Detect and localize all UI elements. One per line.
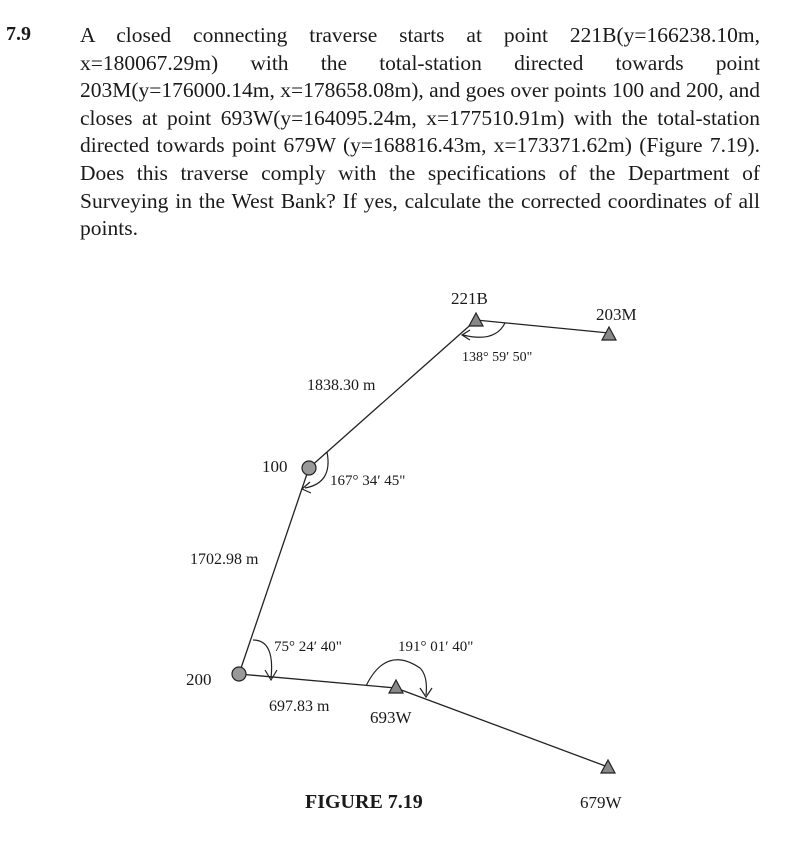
station-200-marker — [232, 667, 246, 681]
station-221B-marker — [469, 313, 483, 326]
angle-label-221B: 138° 59′ 50" — [462, 350, 533, 365]
figure-caption: FIGURE 7.19 — [305, 791, 423, 813]
distance-label-200-693W: 697.83 m — [269, 698, 330, 715]
label-679W: 679W — [580, 793, 622, 812]
angle-label-693W: 191° 01′ 40" — [398, 639, 474, 655]
line-203M-221B — [476, 320, 609, 333]
label-100: 100 — [262, 457, 288, 476]
station-693W-marker — [389, 680, 403, 693]
angle-label-100: 167° 34′ 45" — [330, 473, 406, 489]
line-200-693W — [239, 674, 396, 688]
line-693W-679W — [396, 688, 608, 767]
problem-number: 7.9 — [6, 23, 31, 45]
problem-text: A closed connecting traverse starts at point 221B(y=166238.10m, x=180067.29m) with the total-station directed towards point 203M(y=176000.14m, x=178658.08m), and goes over points 100 and 200, and closes at point 693W(y=164095.24m, x=177510.91m) with the total-station directed towards point 679W (y=168816.43m, x=173371.62m) (Figure 7.19). Does this traverse comply with the specifications of the Department of Surveying in the West Bank? If yes, calculate the corrected coordinates of all points. — [80, 23, 760, 241]
label-203M: 203M — [596, 305, 637, 324]
station-100-marker — [302, 461, 316, 475]
label-221B: 221B — [451, 289, 488, 308]
station-203M-marker — [602, 327, 616, 340]
distance-label-221B-100: 1838.30 m — [307, 377, 376, 394]
line-221B-100 — [309, 320, 476, 468]
angle-label-200: 75° 24′ 40" — [274, 639, 342, 655]
angle-arc-200 — [253, 640, 272, 678]
distance-label-100-200: 1702.98 m — [190, 551, 259, 568]
label-200: 200 — [186, 670, 212, 689]
station-679W-marker — [601, 760, 615, 773]
label-693W: 693W — [370, 708, 412, 727]
